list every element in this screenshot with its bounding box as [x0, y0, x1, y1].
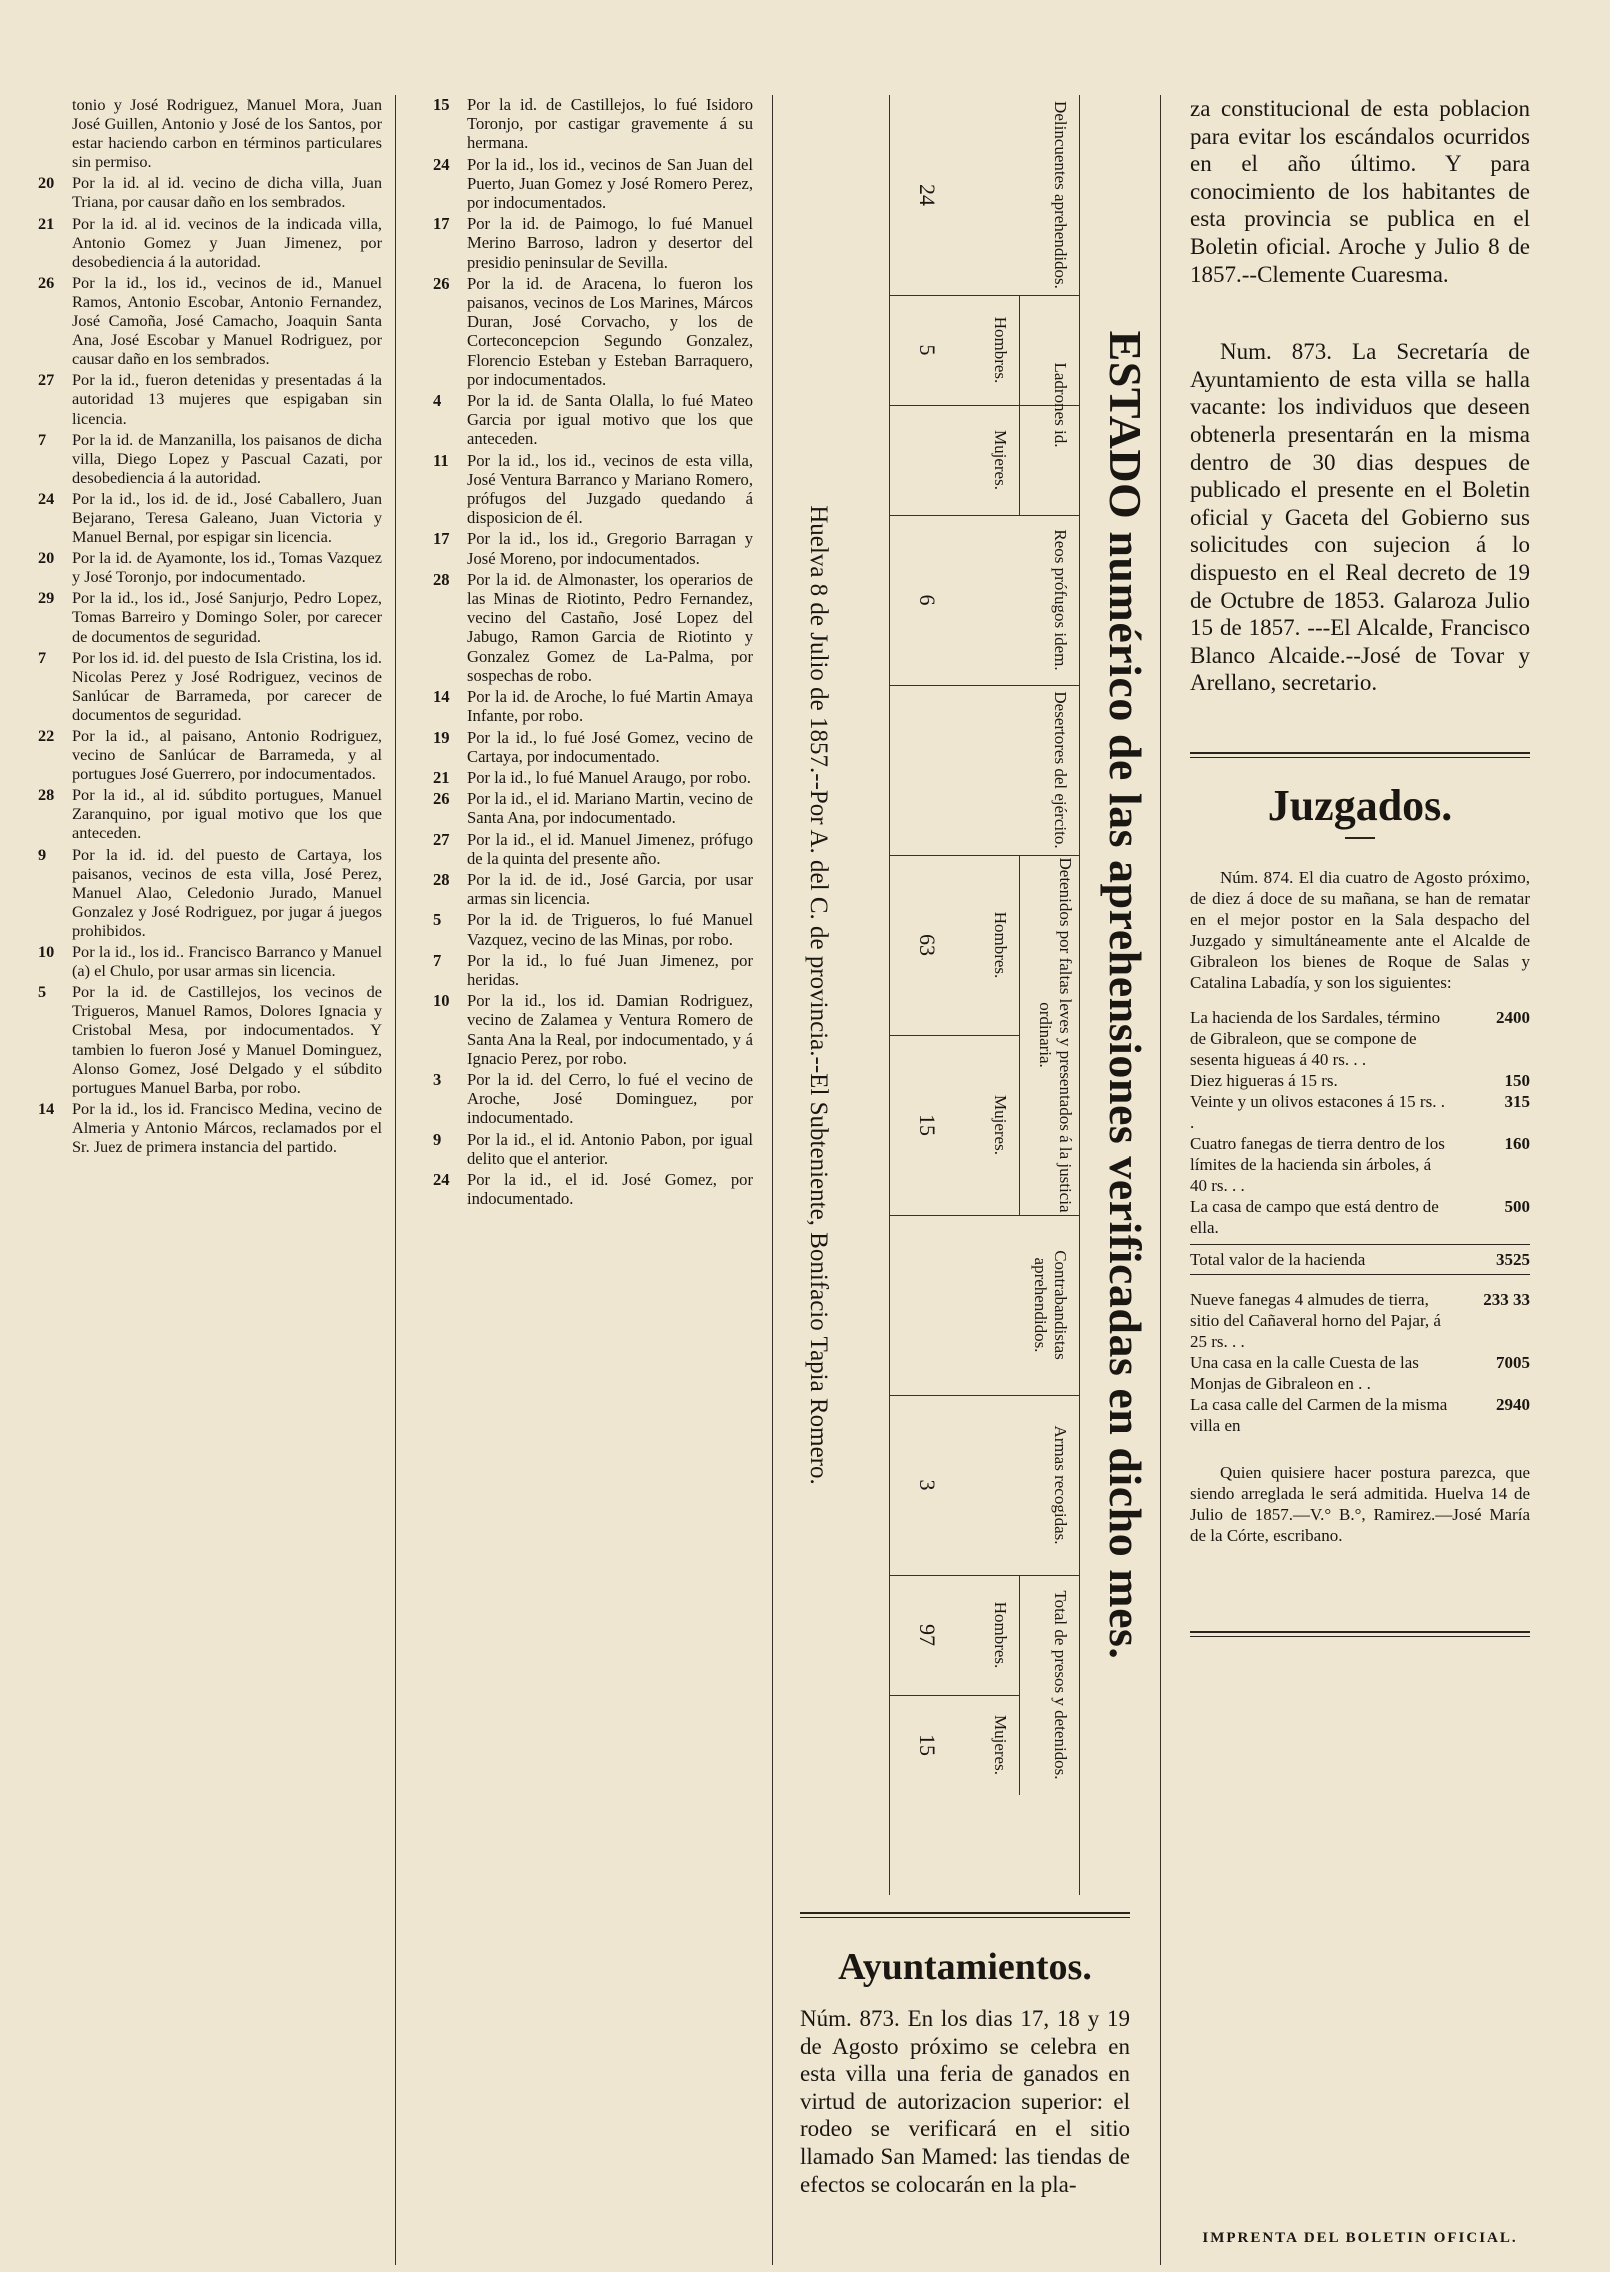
table-title: ESTADO numérico de las aprehensiones verificadas en dicho mes. [1100, 330, 1151, 1660]
entry-text: Por la id., lo fué José Gomez, vecino de Cartaya, por indocumentado. [467, 727, 753, 766]
price-item [1190, 1352, 1530, 1394]
entry-day: 29 [38, 588, 55, 608]
notice-entry [30, 95, 382, 171]
value-armas: 3 [915, 1479, 940, 1491]
entry-text: Por la id., el id. Mariano Martin, vecino de Santa Ana, por indocumentado. [467, 789, 753, 828]
entry-day: 24 [433, 1169, 450, 1189]
value-total-mujeres: 15 [915, 1734, 940, 1756]
notice-entry [425, 768, 753, 787]
notice-entry [425, 830, 753, 868]
entry-text: Por la id. de Almonaster, los operarios de las Minas de Riotinto, Pedro Fernandez, vecino del Castaño, José Lopez del Jabugo, Ramon Garcia de Riotinto y Gonzalez Gomez de La-Palma, por sospechas de robo. [467, 569, 753, 685]
header-total-hombres: Hombres. [991, 1601, 1010, 1669]
notice-entry [30, 489, 382, 546]
entry-text: Por la id., el id. Antonio Pabon, por igual delito que el anterior. [467, 1129, 753, 1168]
price-item-value: 500 [1504, 1196, 1530, 1216]
price-item [1190, 1091, 1530, 1133]
value-detenidos-mujeres: 15 [915, 1114, 940, 1136]
header-detenidos-hombres: Hombres. [991, 911, 1010, 979]
entry-text: Por la id. id. del puesto de Cartaya, los paisanos, vecinos de esta villa, José Perez, Manuel Alao, Celedonio Jurado, Manuel Gonzalez y José Rodriguez, por jugar á juegos prohibidos. [72, 844, 382, 940]
entry-day: 14 [38, 1098, 55, 1118]
notice-entry [425, 570, 753, 685]
section-rule [1190, 752, 1530, 758]
entry-day: 9 [38, 844, 47, 864]
entry-day: 21 [433, 767, 450, 787]
entry-text: Por la id., los id. Damian Rodriguez, vecino de Zalamea y Ventura Romero de Santa Ana la Real, por indocumentado, y á Ignacio Perez, por robo. [467, 991, 753, 1068]
price-item-value: 315 [1504, 1091, 1530, 1111]
juzgados-heading: Juzgados. [1267, 780, 1453, 830]
entry-text: Por los id. id. del puesto de Isla Cristina, los id. Nicolas Perez y José Rodriguez, vecinos de Sanlúcar de Barrameda, por carecer de documentos de seguridad. [72, 647, 382, 724]
column-divider [395, 95, 396, 2265]
entry-day: 27 [433, 829, 450, 849]
entry-text: Por la id., al id. súbdito portugues, Manuel Zaranquino, por igual motivo que los que anteceden. [72, 785, 382, 843]
heading-underline [1345, 837, 1375, 839]
entry-day: 7 [38, 429, 47, 449]
entry-day: 21 [38, 213, 55, 233]
entry-text: Por la id., el id. José Gomez, por indocumentado. [467, 1169, 753, 1209]
entry-day: 10 [433, 991, 450, 1011]
notice-entry [425, 687, 753, 725]
price-item-value: 7005 [1496, 1352, 1530, 1372]
price-item [1190, 1289, 1530, 1352]
entry-day: 26 [433, 273, 450, 293]
notice-entry [30, 942, 382, 980]
entry-day: 19 [433, 727, 450, 747]
section-rule [800, 1912, 1130, 1918]
price-item [1190, 1007, 1530, 1070]
price-list [1190, 1007, 1530, 1238]
notice-entry [425, 1170, 753, 1208]
entry-day: 27 [38, 370, 55, 390]
header-ladrones: Ladrones id. [1051, 362, 1070, 448]
header-desertores: Desertores del ejército. [1051, 691, 1070, 849]
price-item [1190, 1196, 1530, 1238]
notice-entry [425, 910, 753, 948]
price-item-desc: Veinte y un olivos estacones á 15 rs. . . [1190, 1091, 1445, 1132]
value-reos: 6 [915, 594, 940, 606]
column-1 [30, 95, 382, 1158]
notice-entry [425, 391, 753, 449]
notice-entry [425, 95, 753, 153]
header-delincuentes: Delincuentes aprehendidos. [1051, 101, 1070, 289]
notice-entry [30, 982, 382, 1097]
aroche-notice: za constitucional de esta poblacion para evitar los escándalos ocurridos en el año último. Y para conocimiento de los habitantes de esta provincia se publica en el Boletin oficial. Aroche y Julio 8 de 1857.--Clemente Cuaresma. [1190, 96, 1530, 287]
entry-text: tonio y José Rodriguez, Manuel Mora, Juan José Guillen, Antonio y José de los Santos, por estar haciendo carbon en términos particulares sin permiso. [72, 95, 382, 172]
price-item-value: 160 [1504, 1133, 1530, 1153]
entry-text: Por la id., los id., vecinos de San Juan del Puerto, Juan Gomez y José Romero Perez, por indocumentados. [467, 154, 753, 213]
entry-day: 5 [433, 910, 442, 930]
price-item-desc: La hacienda de los Sardales, término de Gibraleon, que se compone de sesenta higueas á 40 rs. . . [1190, 1007, 1441, 1069]
entry-text: Por la id., lo fué Manuel Araugo, por robo. [467, 767, 751, 787]
notice-entry [425, 451, 753, 528]
entry-text: Por la id. de Ayamonte, los id., Tomas Vazquez y José Toronjo, por indocumentado. [72, 548, 382, 587]
column-2 [425, 95, 753, 1210]
price-item [1190, 1070, 1530, 1091]
imprenta-footer: IMPRENTA DEL BOLETIN OFICIAL. [1202, 2230, 1518, 2246]
entry-text: Por la id., los id. Francisco Medina, vecino de Almeria y Antonio Márcos, reclamados por el Sr. Juez de primera instancia del partido. [72, 1098, 382, 1156]
header-reos: Reos prófugos idem. [1051, 529, 1070, 671]
entry-day: 11 [433, 450, 449, 470]
ayuntamientos-heading: Ayuntamientos. [838, 1946, 1092, 1988]
value-total-hombres: 97 [915, 1624, 940, 1646]
notice-entry [30, 648, 382, 724]
value-detenidos-hombres: 63 [915, 934, 940, 956]
entry-text: Por la id., al paisano, Antonio Rodriguez, vecino de Sanlúcar de Barrameda, y al portugues José Guerrero, por indocumentados. [72, 726, 382, 784]
header-total-mujeres: Mujeres. [991, 1715, 1010, 1775]
entry-day: 26 [38, 272, 55, 292]
header-detenidos: Detenidos por faltas leves y presentados á la justicia ordinaria. [1036, 857, 1075, 1213]
price-item-value: 2400 [1496, 1007, 1530, 1027]
ayuntamientos-text: Núm. 873. En los dias 17, 18 y 19 de Agosto próximo se celebra en esta villa una feria de ganados en virtud de autorizacion superior: el rodeo se verificará en el sitio llamado San Mamed: las tiendas de efectos se colocarán en la pla- [800, 2006, 1130, 2197]
notice-entry [425, 1070, 753, 1128]
notice-entry [30, 785, 382, 842]
entry-text: Por la id., los id., vecinos de id., Manuel Ramos, Antonio Escobar, Antonio Fernandez, José Camoña, José Camacho, Joaquin Santa Ana, José Escobar y Manuel Rodriguez, por causar daño en los sembrados. [72, 272, 382, 369]
entry-day: 7 [433, 950, 442, 970]
entry-day: 5 [38, 982, 47, 1002]
price-item-value: 2940 [1496, 1394, 1530, 1414]
entry-text: Por la id., los id., Gregorio Barragan y José Moreno, por indocumentados. [467, 529, 753, 568]
entry-text: Por la id., los id., vecinos de esta villa, José Ventura Barranco y Mariano Romero, prófugos del Juzgado quedando á disposicion de él. [467, 450, 753, 528]
notice-entry [425, 274, 753, 389]
price-item [1190, 1394, 1530, 1436]
header-contrabandistas: Contrabandistas aprehendidos. [1031, 1250, 1070, 1360]
entry-day: 24 [433, 154, 450, 174]
estado-table [732, 95, 1152, 1895]
entry-day: 26 [433, 789, 450, 809]
juzgados-text: Núm. 874. El dia cuatro de Agosto próximo, de diez á doce de su mañana, se han de rematar en el mejor postor en la Sala despacho del Juzgado y simultáneamente ante el Alcalde de Gibraleon los bienes de Roque de Salas y Catalina Labadía, y son los siguientes: [1190, 867, 1530, 992]
entry-text: Por la id., fueron detenidas y presentadas á la autoridad 13 mujeres que espigaban sin licencia. [72, 370, 382, 428]
table-grid [870, 95, 1080, 1895]
entry-text: Por la id., lo fué Juan Jimenez, por heridas. [467, 950, 753, 989]
entry-day: 28 [38, 785, 55, 805]
entry-text: Por la id. al id. vecinos de la indicada villa, Antonio Gomez y Juan Jimenez, por desobediencia á la autoridad. [72, 213, 382, 271]
notice-entry [425, 991, 753, 1068]
notice-entry [30, 214, 382, 271]
price-total-value: 3525 [1496, 1249, 1530, 1269]
price-item-desc: Una casa en la calle Cuesta de las Monjas de Gibraleon en . . [1190, 1352, 1419, 1393]
entry-text: Por la id., el id. Manuel Jimenez, prófugo de la quinta del presente año. [467, 829, 753, 868]
notice-entry [425, 155, 753, 213]
notice-entry [30, 1099, 382, 1156]
galaroza-notice: Num. 873. La Secretaría de Ayuntamiento de esta villa se halla vacante: los individuos que deseen obtenerla presentarán en la misma dentro de 30 dias despues de publicado el presente en el Boletin oficial y Gaceta del Gobierno sus solicitudes con sujecion á lo dispuesto en el Real decreto de 19 de Octubre de 1853. Galaroza Julio 15 de 1857. ---El Alcalde, Francisco Blanco Alcaide.--José de Tovar y Arellano, secretario. [1190, 339, 1530, 696]
entry-day: 9 [433, 1129, 442, 1149]
entry-text: Por la id. de Santa Olalla, lo fué Mateo Garcia por igual motivo que los que anteceden. [467, 391, 753, 449]
notice-entry [425, 870, 753, 908]
notice-entry [425, 728, 753, 766]
price-item-desc: Cuatro fanegas de tierra dentro de los límites de la hacienda sin árboles, á 40 rs. . . [1190, 1133, 1445, 1195]
notice-entry [30, 273, 382, 368]
notice-entry [425, 214, 753, 272]
header-ladrones-hombres: Hombres. [991, 316, 1010, 384]
header-ladrones-mujeres: Mujeres. [991, 430, 1010, 490]
value-ladrones-hombres: 5 [915, 344, 940, 356]
section-rule [1190, 1631, 1530, 1637]
entry-text: Por la id., los id., José Sanjurjo, Pedro Lopez, Tomas Barreiro y Domingo Soler, por carecer de documentos de seguridad. [72, 588, 382, 646]
entry-day: 20 [38, 548, 55, 568]
price-total [1190, 1249, 1530, 1270]
price-item-desc: Nueve fanegas 4 almudes de tierra, sitio del Cañaveral horno del Pajar, á 25 rs. . . [1190, 1289, 1441, 1351]
column-divider [1160, 95, 1161, 2265]
entry-day: 10 [38, 942, 55, 962]
price-item-desc: La casa calle del Carmen de la misma villa en [1190, 1394, 1448, 1435]
entry-text: Por la id. del Cerro, lo fué el vecino de Aroche, José Dominguez, por indocumentado. [467, 1069, 753, 1128]
entry-day: 3 [433, 1069, 442, 1089]
notice-entry [425, 789, 753, 827]
notice-entry [30, 726, 382, 783]
price-item [1190, 1133, 1530, 1196]
entry-day: 7 [38, 647, 47, 667]
price-total-label: Total valor de la hacienda [1190, 1249, 1366, 1269]
notice-entry [425, 951, 753, 989]
entry-text: Por la id. de Aracena, lo fueron los paisanos, vecinos de Los Marines, Márcos Duran, José Corvacho, y los de Corteconcepcion Segundo Gonzalez, Florencio Esteban y Esteban Barraquero, por indocumentados. [467, 273, 753, 389]
entry-day: 4 [433, 391, 442, 411]
notice-entry [30, 548, 382, 586]
price-item-desc: Diez higueras á 15 rs. [1190, 1070, 1338, 1090]
entry-text: Por la id., los id.. Francisco Barranco y Manuel (a) el Chulo, por usar armas sin licencia. [72, 942, 382, 981]
entry-text: Por la id. de Trigueros, lo fué Manuel Vazquez, vecino de las Minas, por robo. [467, 910, 753, 949]
notice-entry [30, 430, 382, 487]
header-detenidos-mujeres: Mujeres. [991, 1095, 1010, 1155]
entry-day: 17 [433, 214, 450, 234]
entry-day: 22 [38, 726, 55, 745]
price-item-desc: La casa de campo que está dentro de ella. [1190, 1196, 1439, 1237]
entry-day: 17 [433, 529, 450, 549]
header-armas: Armas recogidas. [1051, 1425, 1070, 1545]
table-footer: Huelva 8 de Julio de 1857.--Por A. del C. de provincia.--El Subteniente, Bonifacio Tapia Romero. [805, 505, 832, 1485]
entry-day: 20 [38, 173, 55, 193]
entry-day: 28 [433, 869, 450, 889]
price-item-value: 150 [1504, 1070, 1530, 1090]
entry-text: Por la id., los id. de id., José Caballero, Juan Bejarano, Teresa Galeano, Juan Victoria y Manuel Bernal, por espigar sin licencia. [72, 488, 382, 547]
price-item-value: 233 33 [1483, 1289, 1530, 1309]
entry-text: Por la id. de Castillejos, los vecinos de Trigueros, Manuel Ramos, Dolores Ignacia y Cristobal Mesa, por indocumentados. Y tambien lo fueron José y Manuel Dominguez, Alonso Gomez, José Delgado y el súbdito portugues Manuel Barba, por robo. [72, 982, 382, 1097]
entry-text: Por la id. de Castillejos, lo fué Isidoro Toronjo, por castigar gravemente á su hermana. [467, 95, 753, 153]
notice-entry [425, 529, 753, 567]
value-delincuentes: 24 [915, 184, 940, 206]
entry-text: Por la id. de id., José Garcia, por usar armas sin licencia. [467, 869, 753, 909]
entry-day: 24 [38, 488, 55, 508]
entry-text: Por la id. de Manzanilla, los paisanos de dicha villa, Diego Lopez y Pascual Cazati, por desobediencia á la autoridad. [72, 429, 382, 487]
juzgados-closing: Quien quisiere hacer postura parezca, que siendo arreglada le será admitida. Huelva 14 de Julio de 1857.—V.° B.°, Ramirez.—José María de la Córte, escribano. [1190, 1462, 1530, 1545]
header-total: Total de presos y detenidos. [1051, 1590, 1070, 1780]
entry-text: Por la id. de Paimogo, lo fué Manuel Merino Barroso, ladron y desertor del presidio peninsular de Sevilla. [467, 214, 753, 272]
entry-day: 28 [433, 569, 450, 589]
notice-entry [30, 845, 382, 940]
column-4 [1190, 95, 1530, 1637]
notice-entry [30, 588, 382, 645]
entry-day: 15 [433, 95, 450, 114]
price-list-2 [1190, 1289, 1530, 1436]
entry-day: 14 [433, 687, 450, 707]
entry-text: Por la id. de Aroche, lo fué Martin Amaya Infante, por robo. [467, 687, 753, 726]
entry-text: Por la id. al id. vecino de dicha villa, Juan Triana, por causar daño en los sembrados. [72, 173, 382, 212]
notice-entry [30, 173, 382, 211]
notice-entry [30, 370, 382, 427]
notice-entry [425, 1130, 753, 1168]
